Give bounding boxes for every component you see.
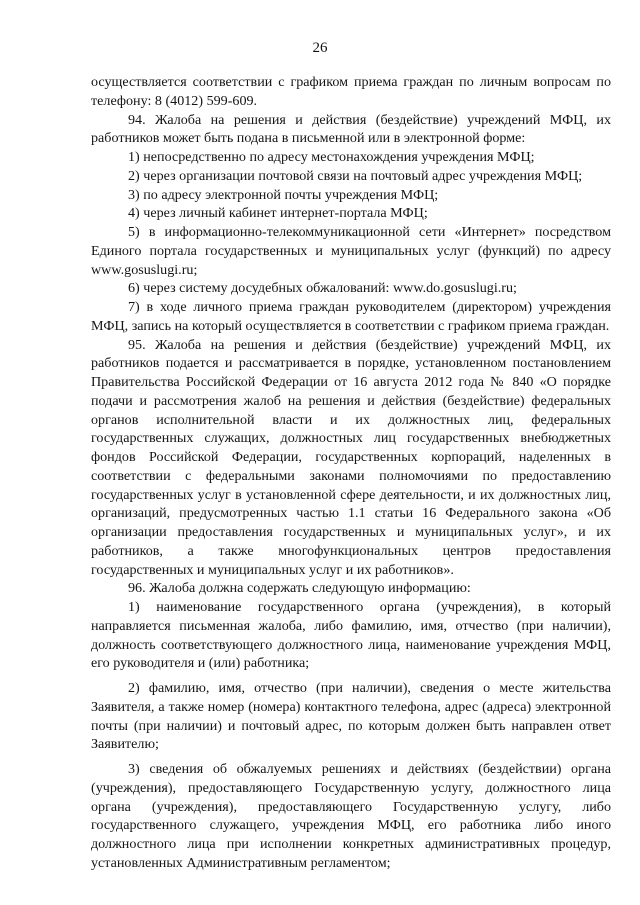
list-item-94-6: 6) через систему досудебных обжалований: www.do.gosuslugi.ru; bbox=[128, 280, 517, 297]
list-item-96-1: 1) наименование государственного органа (учреждения), в который направляется письменная жалоба, либо фамилию, имя, отчество (при наличии), должность соответствующего должностного лица, наименование учреждения МФЦ, его руководителя и (или) работника; bbox=[91, 599, 611, 672]
document-body bbox=[91, 73, 611, 873]
list-item-94-1: 1) непосредственно по адресу местонахождения учреждения МФЦ; bbox=[128, 149, 535, 165]
list-item-96-3: 3) сведения об обжалуемых решениях и действиях (бездействии) органа (учреждения), предоставляющего Государственную услугу, должностного лица органа (учреждения), предоставляющего Государственную услугу, либо государственного служащего, учреждения МФЦ, его работника либо иного должностного лица при исполнении конкретных административных процедур, установленных Административным регламентом; bbox=[91, 761, 611, 871]
list-item-94-2: 2) через организации почтовой связи на почтовый адрес учреждения МФЦ; bbox=[128, 167, 583, 184]
list-item-94-4: 4) через личный кабинет интернет-портала МФЦ; bbox=[128, 205, 428, 222]
paragraph-94: 94. Жалоба на решения и действия (бездействие) учреждений МФЦ, их работников может быть подана в письменной или в электронной форме: bbox=[91, 111, 611, 147]
list-item-94-5: 5) в информационно-телекоммуникационной сети «Интернет» посредством Единого портала государственных и муниципальных услуг (функций) по адресу www.gosuslugi.ru; bbox=[91, 224, 611, 278]
paragraph-96: 96. Жалоба должна содержать следующую информацию: bbox=[128, 580, 471, 597]
list-item-94-7: 7) в ходе личного приема граждан руководителем (директором) учреждения МФЦ, запись на который осуществляется в соответствии с графиком приема граждан. bbox=[91, 299, 611, 334]
list-item-96-2: 2) фамилию, имя, отчество (при наличии), сведения о месте жительства Заявителя, а также номер (номера) контактного телефона, адрес (адреса) электронной почты (при наличии) и почтовый адрес, по которым должен быть направлен ответ Заявителю; bbox=[91, 680, 611, 753]
paragraph-95: 95. Жалоба на решения и действия (бездействие) учреждений МФЦ, их работников подается и рассматривается в порядке, установленном постановлением Правительства Российской Федерации от 16 августа 2012 года № 840 «О порядке подачи и рассмотрения жалоб на решения и действия (бездействие) федеральных органов исполнительной власти и их должностных лиц, федеральных государственных служащих, должностных лиц государственных внебюджетных фондов Российской Федерации, государственных корпораций, наделенных в соответствии с федеральными законами полномочиями по предоставлению государственных услуг в установленной сфере деятельности, и их должностных лиц, организаций, предусмотренных частью 1.1 статьи 16 Федерального закона «Об организации предоставления государственных и муниципальных услуг», и их работников, а также многофункциональных центров предоставления государственных и муниципальных услуг и их работников». bbox=[91, 336, 611, 578]
list-item-94-3: 3) по адресу электронной почты учреждения МФЦ; bbox=[128, 186, 439, 203]
page-number: 26 bbox=[312, 40, 328, 56]
paragraph-continuation: осуществляется соответствии с графиком приема граждан по личным вопросам по телефону: 8 (4012) 599-609. bbox=[91, 74, 611, 109]
